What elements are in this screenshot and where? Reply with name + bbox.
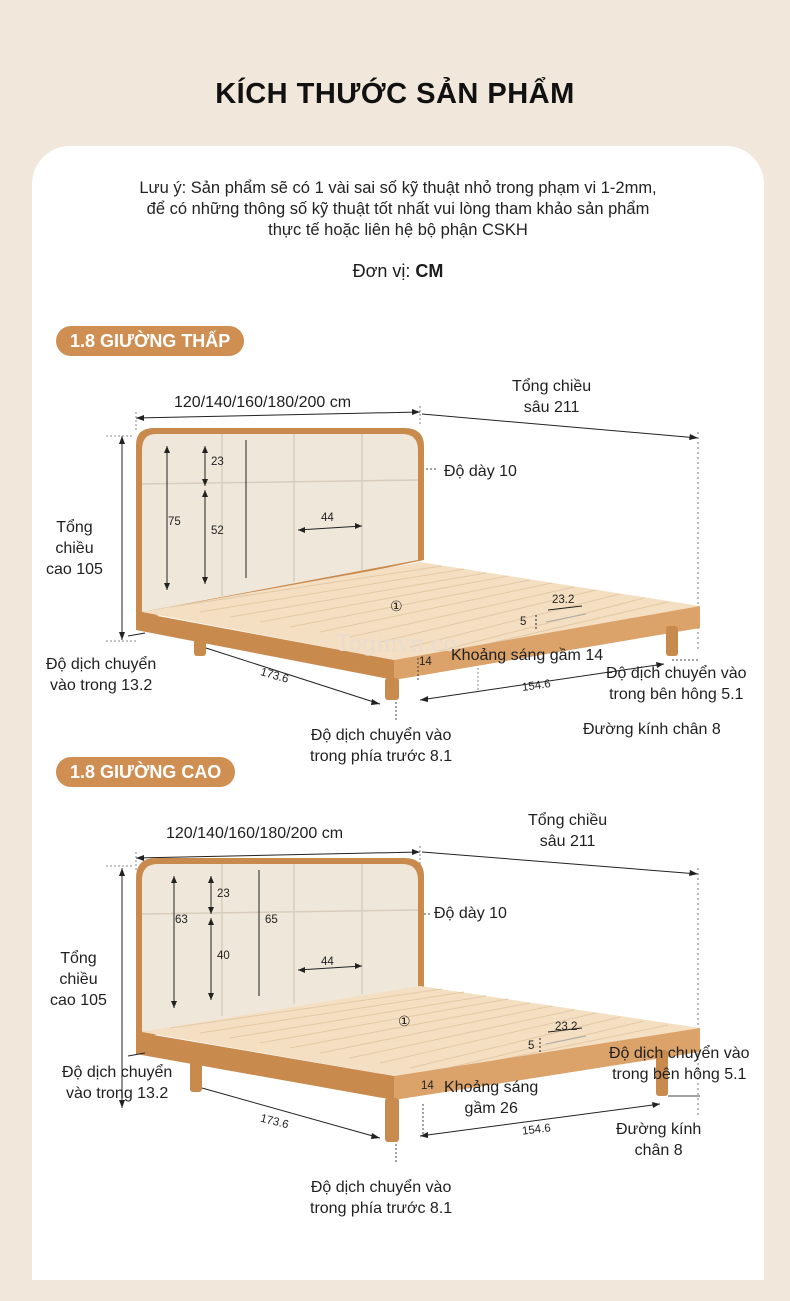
low-depth-line1: Tổng chiều <box>512 378 592 395</box>
high-side-offset-line2: trong bên hông 5.1 <box>612 1066 747 1083</box>
high-leg-diameter-line1: Đường kính <box>616 1121 702 1138</box>
low-middle-panel-dim: 52 <box>211 525 224 537</box>
high-bed-badge: 1.8 GIƯỜNG CAO <box>56 757 235 787</box>
note-line-2: để có những thông số kỹ thuật tốt nhất vui lòng tham khảo sản phẩm <box>146 200 650 218</box>
low-watermark: Toginvn.co <box>336 632 457 657</box>
high-total-panel-dim: 63 <box>175 914 188 926</box>
low-slat-height: 5 <box>520 616 527 628</box>
low-rear-offset-line2: vào trong 13.2 <box>50 677 153 694</box>
low-height-line3: cao 105 <box>46 561 103 578</box>
low-clearance-label: Khoảng sáng gầm 14 <box>451 647 604 664</box>
high-slat-height: 5 <box>528 1040 535 1052</box>
high-full-panel-dim: 65 <box>265 914 278 926</box>
low-length-inner: 154.6 <box>521 678 552 694</box>
low-slat-gap: 23.2 <box>552 594 575 606</box>
high-side-offset <box>609 1043 750 1085</box>
high-panel-width-dim: 44 <box>321 956 334 968</box>
high-side-offset-line1: Độ dịch chuyển vào <box>609 1045 750 1062</box>
high-length-inner: 154.6 <box>521 1122 552 1138</box>
low-bed-badge: 1.8 GIƯỜNG THẤP <box>56 326 244 356</box>
unit-prefix: Đơn vị: <box>352 261 411 281</box>
high-leg-diameter <box>616 1119 701 1161</box>
high-thickness-label: Độ dày 10 <box>434 905 507 922</box>
low-top-panel-dim: 23 <box>211 456 224 468</box>
low-frame-height: 14 <box>419 656 432 668</box>
high-width-label: 120/140/160/180/200 cm <box>166 825 344 842</box>
high-front-offset-line1: Độ dịch chuyển vào <box>310 1179 452 1196</box>
low-front-offset-line1: Độ dịch chuyển vào <box>310 727 452 744</box>
high-clearance-line1: Khoảng sáng <box>444 1079 539 1096</box>
low-rear-offset-line1: Độ dịch chuyển <box>46 656 157 673</box>
high-front-offset-line2: trong phía trước 8.1 <box>310 1200 453 1217</box>
high-leg-diameter-line2: chân 8 <box>634 1142 683 1159</box>
low-side-offset-line2: trong bên hông 5.1 <box>609 686 744 703</box>
high-height-line1: Tổng <box>60 950 97 967</box>
high-clearance-line2: gầm 26 <box>464 1100 518 1117</box>
high-depth-line1: Tổng chiều <box>528 812 608 829</box>
low-height-line2: chiều <box>55 540 94 557</box>
high-height-label <box>50 948 107 1011</box>
high-frame-height: 14 <box>421 1080 434 1092</box>
low-panel-width-dim: 44 <box>321 512 334 524</box>
high-rear-offset-line2: vào trong 13.2 <box>66 1085 169 1102</box>
high-height-line2: chiều <box>59 971 98 988</box>
high-clearance-label <box>444 1077 538 1119</box>
high-circle-number: ① <box>398 1013 411 1029</box>
low-front-offset-line2: trong phía trước 8.1 <box>310 748 453 765</box>
high-rear-offset-line1: Độ dịch chuyển <box>62 1064 173 1081</box>
high-slat-gap: 23.2 <box>555 1021 578 1033</box>
low-thickness-label: Độ dày 10 <box>444 463 517 480</box>
high-rear-offset <box>62 1062 172 1104</box>
note-line-3: thực tế hoặc liên hệ bộ phận CSKH <box>268 221 528 239</box>
low-total-panel-dim: 75 <box>168 516 181 528</box>
high-top-panel-dim: 23 <box>217 888 230 900</box>
high-height-line3: cao 105 <box>50 992 107 1009</box>
low-leg-diameter: Đường kính chân 8 <box>583 721 721 738</box>
low-width-label: 120/140/160/180/200 cm <box>174 394 352 411</box>
low-height-line1: Tổng <box>56 519 93 536</box>
low-side-offset-line1: Độ dịch chuyển vào <box>606 665 747 682</box>
high-middle-panel-dim: 40 <box>217 950 230 962</box>
note-line-1: Lưu ý: Sản phẩm sẽ có 1 vài sai số kỹ thuật nhỏ trong phạm vi 1-2mm, <box>139 179 657 197</box>
high-depth-label <box>528 810 607 852</box>
low-circle-number: ① <box>390 598 403 614</box>
low-length-side: 173.6 <box>258 666 290 686</box>
page-title: KÍCH THƯỚC SẢN PHẨM <box>215 78 575 110</box>
high-bed-diagram <box>0 0 790 420</box>
high-front-offset <box>310 1177 452 1219</box>
low-depth-line2: sâu 211 <box>523 399 580 416</box>
high-depth-line2: sâu 211 <box>539 833 596 850</box>
unit-value: CM <box>415 261 444 281</box>
high-length-side: 173.6 <box>258 1112 290 1132</box>
